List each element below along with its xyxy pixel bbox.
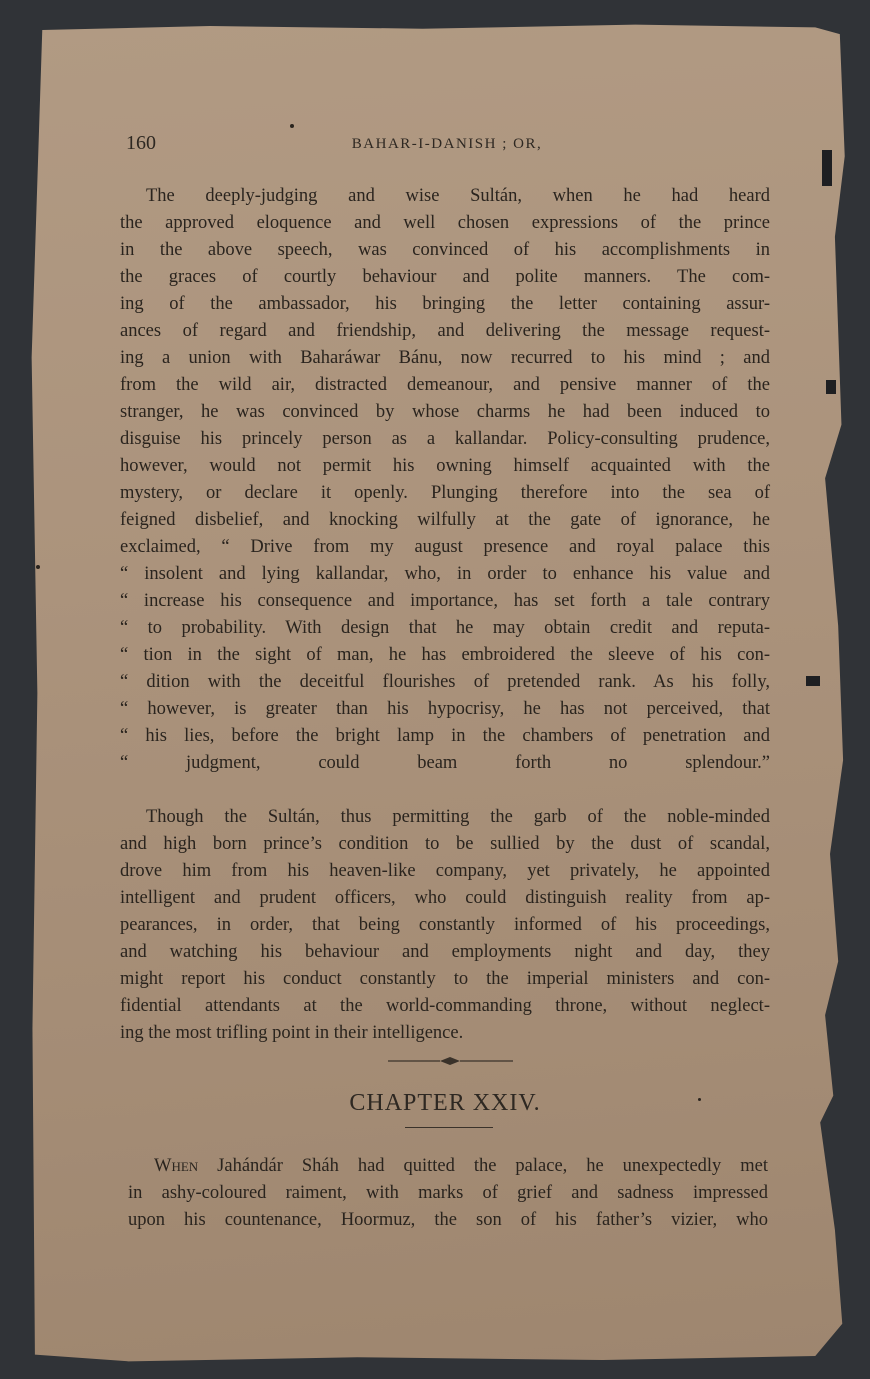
text-line: in ashy-coloured raiment, with marks of grief and sadness impressed — [128, 1183, 768, 1203]
page-number: 160 — [126, 132, 156, 154]
text-line: “ to probability. With design that he may obtain credit and reputa- — [120, 618, 770, 638]
text-line: upon his countenance, Hoormuz, the son of his father’s vizier, who — [128, 1210, 768, 1230]
text-line: “ dition with the deceitful flourishes of pretended rank. As his folly, — [120, 672, 770, 692]
text-line: “ judgment, could beam forth no splendour.” — [120, 753, 770, 773]
text-line: The deeply-judging and wise Sultán, when he had heard — [146, 186, 770, 206]
text-line: drove him from his heaven-like company, yet privately, he appointed — [120, 861, 770, 881]
text-line-rest: Jahándár Sháh had quitted the palace, he unexpectedly met — [217, 1156, 769, 1176]
text-line: stranger, he was convinced by whose charms he had been induced to — [120, 402, 770, 422]
text-line — [120, 777, 770, 804]
binding-mark — [806, 676, 820, 686]
text-line: “ increase his consequence and importance, has set forth a tale contrary — [120, 591, 770, 611]
text-line: Though the Sultán, thus permitting the garb of the noble-minded — [146, 807, 770, 827]
text-line: and watching his behaviour and employments night and day, they — [120, 942, 770, 962]
text-line: fidential attendants at the world-commanding throne, without neglect- — [120, 996, 770, 1016]
ink-speck — [36, 565, 40, 569]
text-line: however, would not permit his owning himself acquainted with the — [120, 456, 770, 476]
text-line: in the above speech, was convinced of his accomplishments in — [120, 240, 770, 260]
text-line: and high born prince’s condition to be sullied by the dust of scandal, — [120, 834, 770, 854]
text-line: “ his lies, before the bright lamp in the chambers of penetration and — [120, 726, 770, 746]
text-line: the approved eloquence and well chosen expressions of the prince — [120, 213, 770, 233]
drop-word: When — [154, 1156, 199, 1176]
text-line: feigned disbelief, and knocking wilfully at the gate of ignorance, he — [120, 510, 770, 530]
text-line: ances of regard and friendship, and delivering the message request- — [120, 321, 770, 341]
text-line: “ insolent and lying kallandar, who, in order to enhance his value and — [120, 564, 770, 584]
text-line: exclaimed, “ Drive from my august presence and royal palace this — [120, 537, 770, 557]
text-line: the graces of courtly behaviour and polite manners. The com- — [120, 267, 770, 287]
chapter-rule — [405, 1127, 493, 1128]
text-line: “ however, is greater than his hypocrisy, he has not perceived, that — [120, 699, 770, 719]
running-head: BAHAR-I-DANISH ; OR, — [351, 136, 543, 152]
text-line — [128, 1152, 768, 1179]
text-line: ing a union with Baharáwar Bánu, now recurred to his mind ; and — [120, 348, 770, 368]
section-divider-ornament — [388, 1055, 513, 1067]
ink-speck — [290, 124, 294, 128]
text-line: mystery, or declare it openly. Plunging therefore into the sea of — [120, 483, 770, 503]
text-line: disguise his princely person as a kallandar. Policy-consulting prudence, — [120, 429, 770, 449]
chapter-heading: CHAPTER XXIV. — [349, 1090, 541, 1116]
body-text — [120, 183, 770, 1047]
binding-mark — [822, 150, 832, 186]
text-line: pearances, in order, that being constantly informed of his proceedings, — [120, 915, 770, 935]
text-line: ing the most trifling point in their intelligence. — [120, 1023, 464, 1043]
chapter-opening-text — [128, 1152, 768, 1233]
page-header — [122, 132, 772, 160]
binding-mark — [826, 380, 836, 394]
text-line: from the wild air, distracted demeanour, and pensive manner of the — [120, 375, 770, 395]
text-line: might report his conduct constantly to the imperial ministers and con- — [120, 969, 770, 989]
text-line: ing of the ambassador, his bringing the letter containing assur- — [120, 294, 770, 314]
text-line: intelligent and prudent officers, who could distinguish reality from ap- — [120, 888, 770, 908]
text-line: “ tion in the sight of man, he has embroidered the sleeve of his con- — [120, 645, 770, 665]
